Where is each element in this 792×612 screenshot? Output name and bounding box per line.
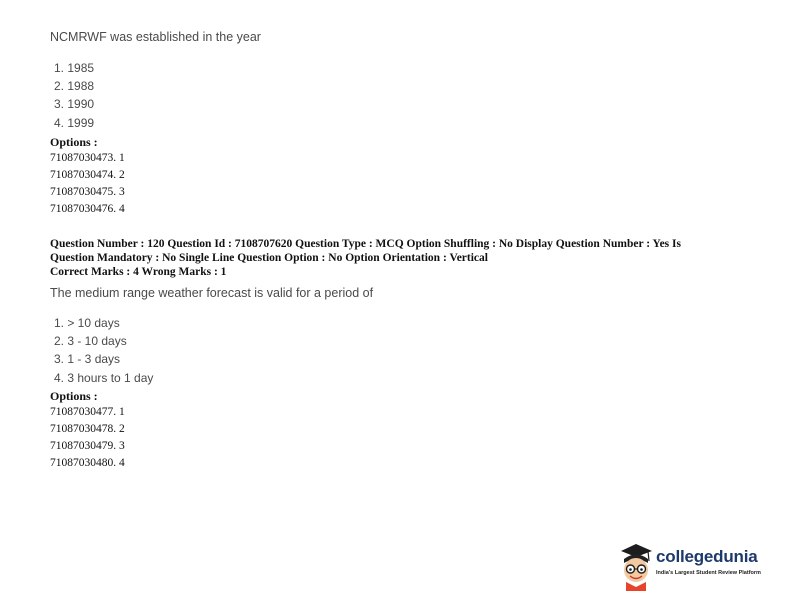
choice-item: 1. > 10 days — [54, 316, 120, 330]
choice-item: 3. 1990 — [54, 97, 95, 112]
option-id-list — [50, 404, 125, 472]
choice-list — [54, 314, 153, 387]
question-meta-line: Question Number : 120 Question Id : 7108707620 Question Type : MCQ Option Shuffling : No Display Question Number : Yes Is — [50, 238, 681, 250]
option-id: 71087030477. 1 — [50, 406, 125, 418]
option-id: 71087030473. 1 — [50, 152, 125, 164]
choice-list — [54, 59, 94, 132]
option-id: 71087030476. 4 — [50, 203, 125, 215]
question-meta-line: Question Mandatory : No Single Line Question Option : No Option Orientation : Vertical — [50, 252, 488, 264]
option-id: 71087030474. 2 — [50, 169, 125, 181]
choice-item: 4. 3 hours to 1 day — [54, 370, 154, 385]
choice-item: 2. 3 - 10 days — [54, 334, 127, 349]
collegedunia-logo — [618, 541, 768, 593]
option-id: 71087030479. 3 — [50, 440, 125, 452]
logo-tagline: India's Largest Student Review Platform — [656, 570, 761, 576]
question-meta — [50, 237, 730, 279]
question-text: NCMRWF was established in the year — [50, 30, 261, 44]
logo-wordmark: collegedunia — [656, 547, 758, 566]
marks-line: Correct Marks : 4 Wrong Marks : 1 — [50, 266, 227, 278]
choice-item: 3. 1 - 3 days — [54, 352, 121, 367]
choice-item: 2. 1988 — [54, 79, 95, 94]
option-id: 71087030478. 2 — [50, 423, 125, 435]
student-mascot-icon — [618, 541, 656, 593]
option-id-list — [50, 150, 125, 218]
option-id: 71087030475. 3 — [50, 186, 125, 198]
options-label: Options : — [50, 135, 98, 149]
options-label: Options : — [50, 389, 98, 403]
choice-item: 1. 1985 — [54, 61, 95, 75]
question-text: The medium range weather forecast is valid for a period of — [50, 286, 374, 300]
choice-item: 4. 1999 — [54, 115, 95, 130]
option-id: 71087030480. 4 — [50, 457, 125, 469]
